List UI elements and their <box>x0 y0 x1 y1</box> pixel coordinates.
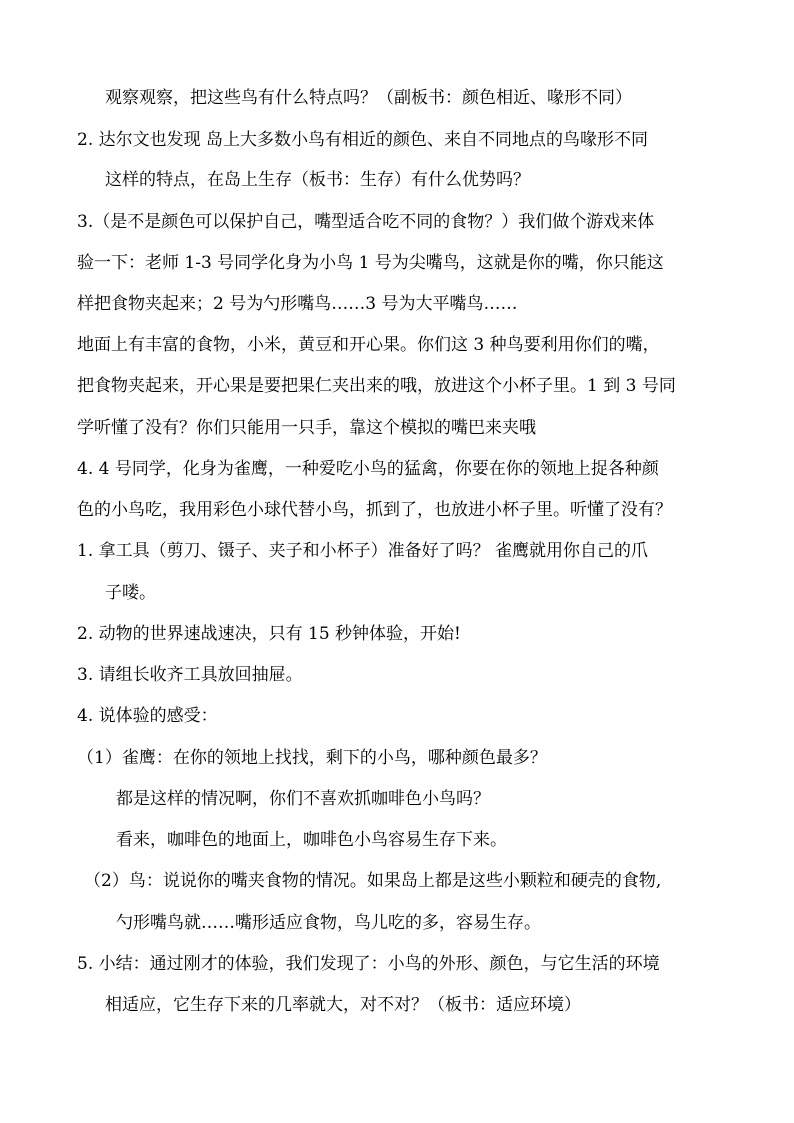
text-line: 1. 拿工具（剪刀、镊子、夹子和小杯子）准备好了吗？ 雀鹰就用你自己的爪 <box>77 541 649 561</box>
text-line: 色的小鸟吃，我用彩色小球代替小鸟，抓到了，也放进小杯子里。听懂了没有？ <box>77 500 672 520</box>
text-line: 相适应，它生存下来的几率就大，对不对？（板书：适应环境） <box>105 995 581 1015</box>
text-line: 这样的特点，在岛上生存（板书：生存）有什么优势吗？ <box>105 170 530 190</box>
text-line: 4. 4 号同学，化身为雀鹰，一种爱吃小鸟的猛禽，你要在你的领地上捉各种颜 <box>77 459 659 479</box>
text-line: 学听懂了没有？你们只能用一只手，靠这个模拟的嘴巴来夹哦 <box>77 418 536 438</box>
text-line: 把食物夹起来，开心果是要把果仁夹出来的哦，放进这个小杯子里。1 到 3 号同 <box>77 376 676 396</box>
text-line: 验一下：老师 1-3 号同学化身为小鸟 1 号为尖嘴鸟，这就是你的嘴，你只能这 <box>77 253 664 273</box>
text-line: 样把食物夹起来；2 号为勺形嘴鸟……3 号为大平嘴鸟…… <box>77 294 518 314</box>
text-line: （2）鸟：说说你的嘴夹食物的情况。如果岛上都是这些小颗粒和硬壳的食物, <box>84 871 662 891</box>
text-line: 地面上有丰富的食物，小米，黄豆和开心果。你们这 3 种鸟要利用你们的嘴， <box>77 335 660 355</box>
text-line: 5. 小结：通过刚才的体验，我们发现了：小鸟的外形、颜色，与它生活的环境 <box>77 954 660 974</box>
text-line: 2. 动物的世界速战速决，只有 15 秒钟体验，开始! <box>77 624 461 644</box>
text-line: 观察观察，把这些鸟有什么特点吗？（副板书：颜色相近、喙形不同） <box>105 88 632 108</box>
text-line: 看来，咖啡色的地面上，咖啡色小鸟容易生存下来。 <box>116 830 507 850</box>
text-line: 勺形嘴鸟就……嘴形适应食物，鸟儿吃的多，容易生存。 <box>116 913 541 933</box>
text-line: （1）雀鹰：在你的领地上找找，剩下的小鸟，哪种颜色最多？ <box>77 748 547 768</box>
text-line: 子喽。 <box>105 583 156 603</box>
text-line: 3.（是不是颜色可以保护自己，嘴型适合吃不同的食物？）我们做个游戏来体 <box>77 212 655 232</box>
text-line: 2. 达尔文也发现 岛上大多数小鸟有相近的颜色、来自不同地点的鸟喙形不同 <box>77 130 649 150</box>
text-line: 3. 请组长收齐工具放回抽屉。 <box>77 665 303 685</box>
text-line: 4. 说体验的感受： <box>77 706 218 726</box>
text-line: 都是这样的情况啊，你们不喜欢抓咖啡色小鸟吗？ <box>116 789 490 809</box>
